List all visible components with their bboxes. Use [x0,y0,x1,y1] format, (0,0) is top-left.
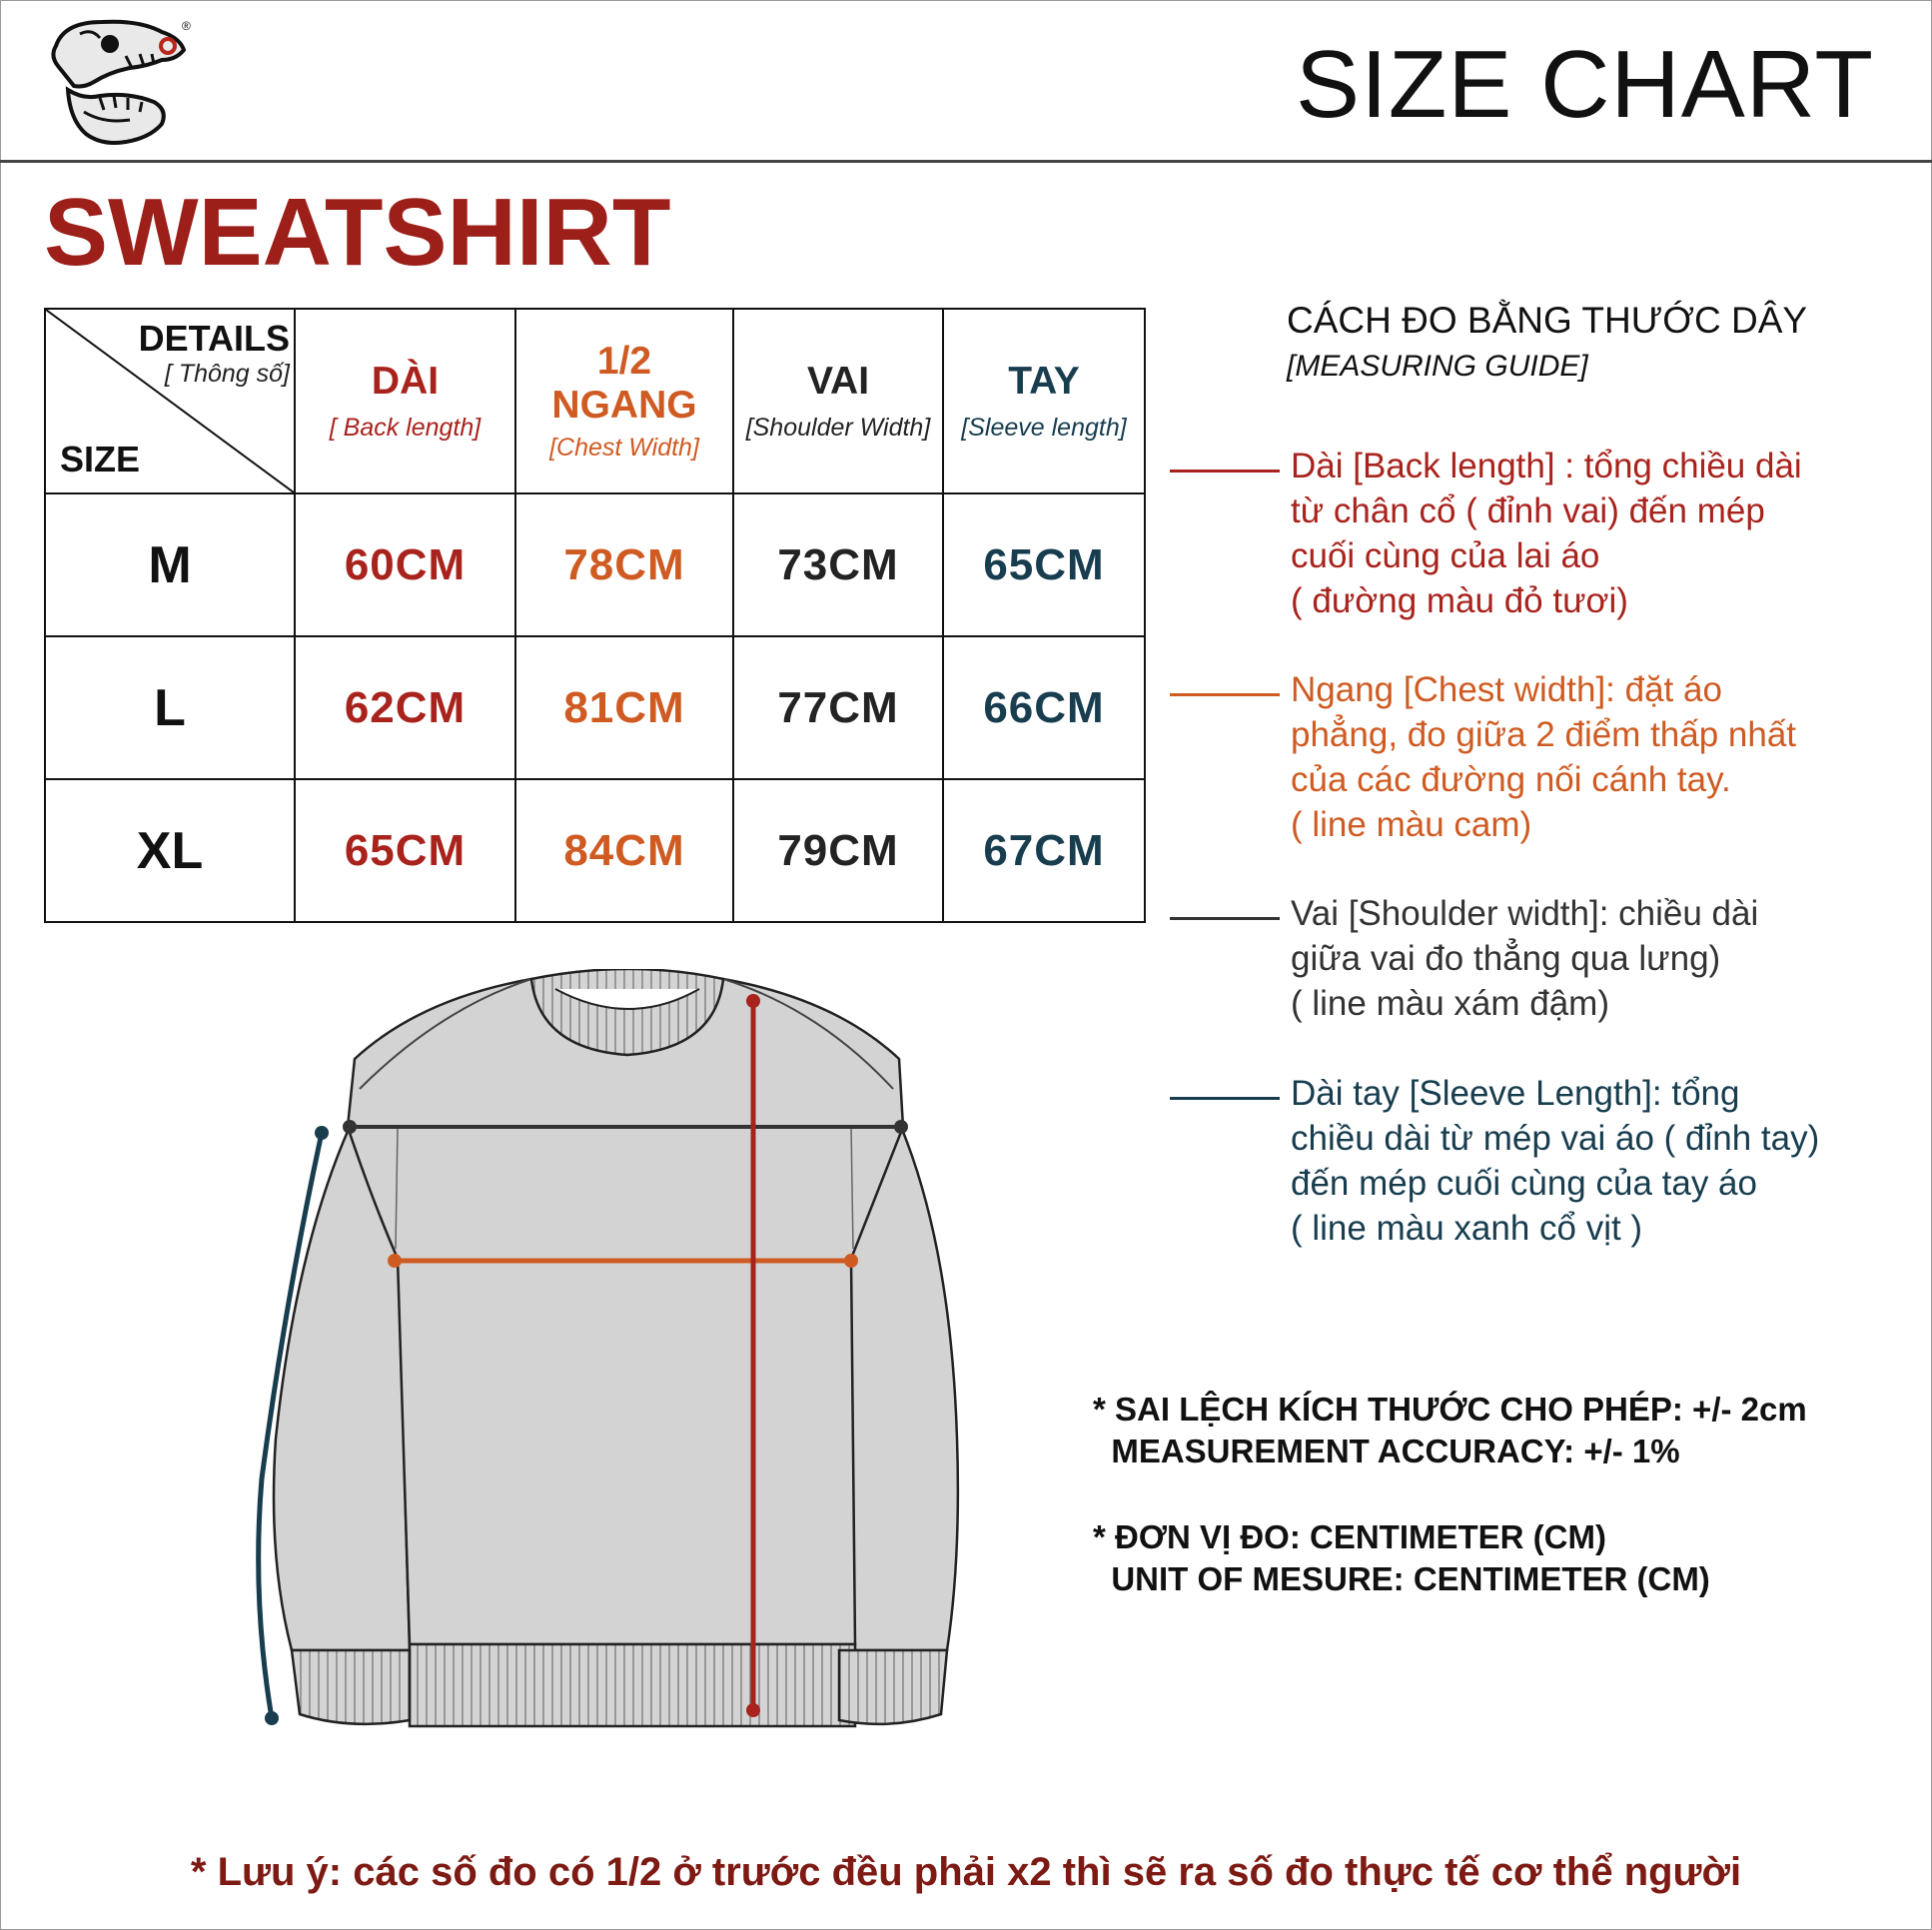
col-header-sub: [Chest Width] [549,434,699,462]
legend-line-gray [1170,917,1280,920]
table-row [45,493,1145,636]
value-cell: 60CM [295,493,515,636]
legend-line-text: giữa vai đo thẳng qua lưng) [1291,939,1721,978]
legend-line-text: cuối cùng của lai áo [1291,536,1600,575]
col-header-chest-width [515,309,733,493]
legend-line-text: của các đường nối cánh tay. [1291,760,1731,799]
dinosaur-skull-logo-icon [44,16,194,154]
legend-line-text: ( line màu xanh cổ vịt ) [1291,1209,1643,1248]
svg-text:®: ® [182,19,191,33]
size-cell: M [45,493,295,636]
table-row [45,779,1145,922]
legend-sleeve-length [1170,1071,1909,1251]
col-header-label: NGANG [551,384,697,427]
value-cell: 77CM [733,636,943,779]
legend-line-text: chiều dài từ mép vai áo ( đỉnh tay) [1291,1119,1820,1158]
value-cell: 73CM [733,493,943,636]
legend-text [1291,1071,1909,1251]
value-cell: 66CM [943,636,1145,779]
footnote: * Lưu ý: các số đo có 1/2 ở trước đều phải x2 thì sẽ ra số đo thực tế cơ thể người [190,1850,1742,1894]
sweatshirt-illustration-icon [250,969,969,1748]
value-cell: 78CM [515,493,733,636]
legend-back-length [1170,444,1909,623]
guide-title: CÁCH ĐO BẰNG THƯỚC DÂY [1287,300,1808,341]
legend-line-text: Vai [Shoulder width]: chiều dài [1291,894,1759,933]
corner-details-sub: [ Thông số] [164,360,290,388]
legend-line-text: Ngang [Chest width]: đặt áo [1291,670,1722,709]
unit-note-vi: * ĐƠN VỊ ĐO: CENTIMETER (CM) [1093,1518,1606,1555]
tolerance-note-en: MEASUREMENT ACCURACY: +/- 1% [1093,1433,1680,1469]
tolerance-note-vi: * SAI LỆCH KÍCH THƯỚC CHO PHÉP: +/- 2cm [1093,1391,1807,1428]
table-row [45,636,1145,779]
col-header-back-length [295,309,515,493]
header-divider [0,160,1932,163]
size-table [44,308,1146,923]
value-cell: 62CM [295,636,515,779]
legend-line-teal [1170,1097,1280,1100]
legend-line-red [1170,470,1280,473]
corner-size-label: SIZE [60,439,141,480]
value-cell: 81CM [515,636,733,779]
corner-details [139,318,290,389]
col-header-prefix: 1/2 [596,340,652,383]
legend-shoulder-width [1170,891,1909,1026]
col-header-shoulder-width [733,309,943,493]
col-header-label: TAY [1008,360,1080,403]
col-header-sub: [Sleeve length] [961,414,1127,442]
legend-line-text: ( đường màu đỏ tươi) [1291,581,1628,620]
unit-note [1093,1516,1710,1600]
legend-line-text: từ chân cổ ( đỉnh vai) đến mép [1291,491,1765,530]
legend-line-orange [1170,693,1280,696]
corner-details-label: DETAILS [138,318,290,359]
legend-line-text: Dài [Back length] : tổng chiều dài [1291,447,1802,485]
value-cell: 65CM [295,779,515,922]
legend-line-text: Dài tay [Sleeve Length]: tổng [1291,1074,1740,1113]
legend-line-text: đến mép cuối cùng của tay áo [1291,1164,1757,1203]
value-cell: 65CM [943,493,1145,636]
table-corner-cell [45,309,295,493]
col-header-sub: [ Back length] [329,414,482,442]
legend-text [1291,667,1909,847]
product-title: SWEATSHIRT [44,179,671,286]
value-cell: 84CM [515,779,733,922]
legend-text [1291,891,1909,1026]
legend-line-text: ( line màu cam) [1291,805,1532,844]
legend-text [1291,444,1909,623]
col-header-label: VAI [806,360,870,403]
col-header-label: DÀI [371,360,440,403]
guide-subtitle: [MEASURING GUIDE] [1287,350,1588,383]
legend-line-text: ( line màu xám đậm) [1291,984,1609,1023]
size-cell: L [45,636,295,779]
unit-note-en: UNIT OF MESURE: CENTIMETER (CM) [1093,1560,1710,1597]
value-cell: 79CM [733,779,943,922]
legend-chest-width [1170,667,1909,847]
page-title: SIZE CHART [1296,31,1874,138]
legend-line-text: phẳng, đo giữa 2 điểm thấp nhất [1291,715,1797,754]
table-header-row [45,309,1145,493]
col-header-sub: [Shoulder Width] [745,414,931,442]
tolerance-note [1093,1389,1807,1472]
value-cell: 67CM [943,779,1145,922]
size-cell: XL [45,779,295,922]
col-header-sleeve-length [943,309,1145,493]
